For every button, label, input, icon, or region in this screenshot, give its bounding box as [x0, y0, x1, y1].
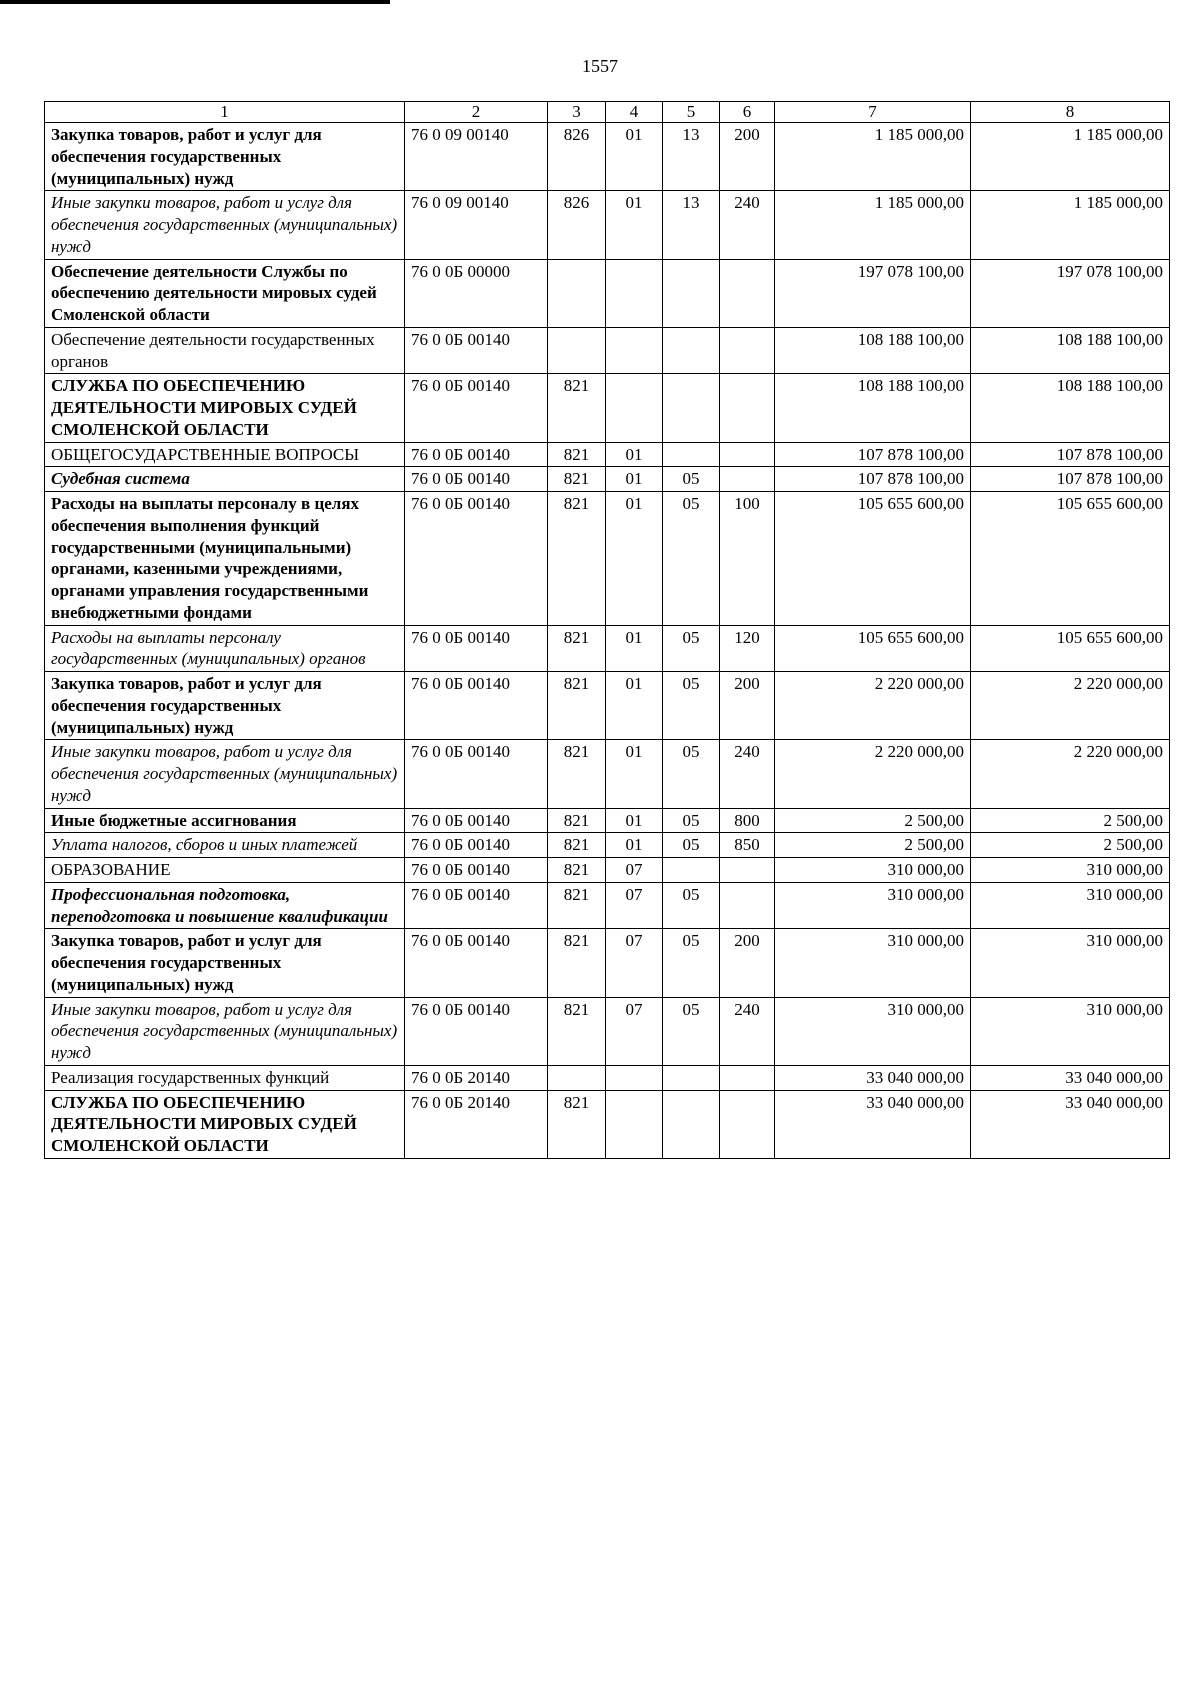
amount-cell: 310 000,00 [971, 997, 1170, 1065]
table-row [45, 467, 1170, 492]
target-code-cell: 76 0 0Б 00140 [405, 808, 548, 833]
item-name-cell: Обеспечение деятельности государственных органов [45, 327, 405, 374]
budget-table [44, 101, 1170, 1159]
amount-cell: 33 040 000,00 [775, 1065, 971, 1090]
expense-type-cell: 200 [720, 929, 775, 997]
column-number-row [45, 102, 1170, 123]
table-row [45, 259, 1170, 327]
subsection-code-cell: 13 [663, 123, 720, 191]
amount-cell: 33 040 000,00 [775, 1090, 971, 1158]
target-code-cell: 76 0 0Б 00140 [405, 882, 548, 929]
expense-type-cell: 120 [720, 625, 775, 672]
item-name-cell: СЛУЖБА ПО ОБЕСПЕЧЕНИЮ ДЕЯТЕЛЬНОСТИ МИРОВЫХ СУДЕЙ СМОЛЕНСКОЙ ОБЛАСТИ [45, 1090, 405, 1158]
column-number-header: 4 [606, 102, 663, 123]
amount-cell: 107 878 100,00 [971, 467, 1170, 492]
column-number-header: 7 [775, 102, 971, 123]
amount-cell: 105 655 600,00 [775, 625, 971, 672]
subsection-code-cell: 05 [663, 672, 720, 740]
department-code-cell: 821 [548, 833, 606, 858]
item-name-cell: Иные бюджетные ассигнования [45, 808, 405, 833]
amount-cell: 2 500,00 [971, 808, 1170, 833]
subsection-code-cell [663, 374, 720, 442]
item-name-cell: Иные закупки товаров, работ и услуг для обеспечения государственных (муниципальных) нужд [45, 997, 405, 1065]
section-code-cell: 01 [606, 740, 663, 808]
item-name-cell: Расходы на выплаты персоналу в целях обеспечения выполнения функций государственными (муниципальными) органами, казенными учреждениями, органами управления государственными внебюджетными фондами [45, 492, 405, 626]
subsection-code-cell: 05 [663, 467, 720, 492]
target-code-cell: 76 0 0Б 00140 [405, 625, 548, 672]
target-code-cell: 76 0 0Б 00140 [405, 997, 548, 1065]
table-row [45, 442, 1170, 467]
amount-cell: 2 220 000,00 [971, 672, 1170, 740]
section-code-cell: 01 [606, 833, 663, 858]
item-name-cell: Судебная система [45, 467, 405, 492]
amount-cell: 2 220 000,00 [775, 740, 971, 808]
table-row [45, 625, 1170, 672]
department-code-cell: 826 [548, 191, 606, 259]
item-name-cell: Иные закупки товаров, работ и услуг для обеспечения государственных (муниципальных) нужд [45, 740, 405, 808]
table-row [45, 492, 1170, 626]
section-code-cell: 01 [606, 442, 663, 467]
section-code-cell: 01 [606, 467, 663, 492]
item-name-cell: Реализация государственных функций [45, 1065, 405, 1090]
subsection-code-cell: 05 [663, 929, 720, 997]
section-code-cell: 07 [606, 997, 663, 1065]
amount-cell: 310 000,00 [775, 929, 971, 997]
department-code-cell: 821 [548, 882, 606, 929]
department-code-cell [548, 327, 606, 374]
amount-cell: 2 500,00 [775, 833, 971, 858]
column-number-header: 1 [45, 102, 405, 123]
section-code-cell [606, 259, 663, 327]
subsection-code-cell [663, 1065, 720, 1090]
subsection-code-cell [663, 327, 720, 374]
department-code-cell: 821 [548, 625, 606, 672]
section-code-cell [606, 1065, 663, 1090]
item-name-cell: Уплата налогов, сборов и иных платежей [45, 833, 405, 858]
amount-cell: 310 000,00 [971, 858, 1170, 883]
item-name-cell: СЛУЖБА ПО ОБЕСПЕЧЕНИЮ ДЕЯТЕЛЬНОСТИ МИРОВЫХ СУДЕЙ СМОЛЕНСКОЙ ОБЛАСТИ [45, 374, 405, 442]
table-row [45, 1065, 1170, 1090]
amount-cell: 310 000,00 [775, 858, 971, 883]
expense-type-cell [720, 259, 775, 327]
department-code-cell: 821 [548, 858, 606, 883]
table-row [45, 327, 1170, 374]
column-number-header: 5 [663, 102, 720, 123]
column-number-header: 8 [971, 102, 1170, 123]
department-code-cell: 821 [548, 1090, 606, 1158]
target-code-cell: 76 0 0Б 00140 [405, 740, 548, 808]
section-code-cell: 01 [606, 191, 663, 259]
subsection-code-cell: 05 [663, 492, 720, 626]
expense-type-cell [720, 374, 775, 442]
expense-type-cell: 800 [720, 808, 775, 833]
amount-cell: 310 000,00 [971, 929, 1170, 997]
amount-cell: 197 078 100,00 [775, 259, 971, 327]
table-row [45, 123, 1170, 191]
amount-cell: 2 220 000,00 [971, 740, 1170, 808]
column-number-header: 2 [405, 102, 548, 123]
expense-type-cell: 240 [720, 740, 775, 808]
amount-cell: 310 000,00 [775, 997, 971, 1065]
department-code-cell: 821 [548, 442, 606, 467]
expense-type-cell: 100 [720, 492, 775, 626]
table-row [45, 997, 1170, 1065]
section-code-cell: 07 [606, 858, 663, 883]
column-number-header: 6 [720, 102, 775, 123]
amount-cell: 1 185 000,00 [775, 123, 971, 191]
amount-cell: 107 878 100,00 [775, 467, 971, 492]
table-row [45, 740, 1170, 808]
amount-cell: 2 500,00 [971, 833, 1170, 858]
section-code-cell: 01 [606, 808, 663, 833]
item-name-cell: Расходы на выплаты персоналу государственных (муниципальных) органов [45, 625, 405, 672]
department-code-cell: 821 [548, 808, 606, 833]
subsection-code-cell: 05 [663, 833, 720, 858]
department-code-cell: 821 [548, 929, 606, 997]
table-row [45, 1090, 1170, 1158]
target-code-cell: 76 0 0Б 00140 [405, 374, 548, 442]
subsection-code-cell [663, 259, 720, 327]
subsection-code-cell: 05 [663, 740, 720, 808]
amount-cell: 2 220 000,00 [775, 672, 971, 740]
amount-cell: 310 000,00 [971, 882, 1170, 929]
amount-cell: 33 040 000,00 [971, 1065, 1170, 1090]
target-code-cell: 76 0 0Б 00140 [405, 858, 548, 883]
table-row [45, 858, 1170, 883]
item-name-cell: Иные закупки товаров, работ и услуг для обеспечения государственных (муниципальных) нужд [45, 191, 405, 259]
target-code-cell: 76 0 0Б 00140 [405, 929, 548, 997]
expense-type-cell [720, 858, 775, 883]
table-row [45, 929, 1170, 997]
expense-type-cell [720, 882, 775, 929]
subsection-code-cell: 13 [663, 191, 720, 259]
item-name-cell: Профессиональная подготовка, переподготовка и повышение квалификации [45, 882, 405, 929]
amount-cell: 107 878 100,00 [775, 442, 971, 467]
amount-cell: 1 185 000,00 [971, 123, 1170, 191]
amount-cell: 105 655 600,00 [775, 492, 971, 626]
department-code-cell: 826 [548, 123, 606, 191]
target-code-cell: 76 0 0Б 00140 [405, 442, 548, 467]
target-code-cell: 76 0 0Б 00140 [405, 327, 548, 374]
column-number-header: 3 [548, 102, 606, 123]
subsection-code-cell: 05 [663, 808, 720, 833]
target-code-cell: 76 0 0Б 00140 [405, 467, 548, 492]
expense-type-cell: 240 [720, 997, 775, 1065]
section-code-cell [606, 374, 663, 442]
amount-cell: 107 878 100,00 [971, 442, 1170, 467]
table-row [45, 833, 1170, 858]
table-row [45, 672, 1170, 740]
amount-cell: 108 188 100,00 [775, 374, 971, 442]
department-code-cell [548, 259, 606, 327]
amount-cell: 310 000,00 [775, 882, 971, 929]
department-code-cell [548, 1065, 606, 1090]
section-code-cell: 07 [606, 882, 663, 929]
amount-cell: 1 185 000,00 [775, 191, 971, 259]
amount-cell: 33 040 000,00 [971, 1090, 1170, 1158]
target-code-cell: 76 0 0Б 00140 [405, 833, 548, 858]
department-code-cell: 821 [548, 467, 606, 492]
amount-cell: 197 078 100,00 [971, 259, 1170, 327]
target-code-cell: 76 0 0Б 00140 [405, 492, 548, 626]
subsection-code-cell: 05 [663, 882, 720, 929]
target-code-cell: 76 0 09 00140 [405, 191, 548, 259]
subsection-code-cell: 05 [663, 997, 720, 1065]
subsection-code-cell [663, 1090, 720, 1158]
amount-cell: 108 188 100,00 [971, 374, 1170, 442]
amount-cell: 105 655 600,00 [971, 625, 1170, 672]
department-code-cell: 821 [548, 492, 606, 626]
expense-type-cell [720, 467, 775, 492]
department-code-cell: 821 [548, 740, 606, 808]
expense-type-cell [720, 442, 775, 467]
item-name-cell: ОБЩЕГОСУДАРСТВЕННЫЕ ВОПРОСЫ [45, 442, 405, 467]
expense-type-cell: 200 [720, 672, 775, 740]
item-name-cell: Закупка товаров, работ и услуг для обеспечения государственных (муниципальных) нужд [45, 929, 405, 997]
subsection-code-cell [663, 442, 720, 467]
amount-cell: 108 188 100,00 [775, 327, 971, 374]
section-code-cell: 01 [606, 123, 663, 191]
target-code-cell: 76 0 0Б 00000 [405, 259, 548, 327]
item-name-cell: Обеспечение деятельности Службы по обеспечению деятельности мировых судей Смоленской области [45, 259, 405, 327]
expense-type-cell: 240 [720, 191, 775, 259]
section-code-cell [606, 327, 663, 374]
expense-type-cell [720, 327, 775, 374]
subsection-code-cell [663, 858, 720, 883]
department-code-cell: 821 [548, 672, 606, 740]
section-code-cell: 07 [606, 929, 663, 997]
table-row [45, 808, 1170, 833]
target-code-cell: 76 0 0Б 20140 [405, 1090, 548, 1158]
target-code-cell: 76 0 0Б 20140 [405, 1065, 548, 1090]
page-number: 1557 [582, 56, 618, 76]
item-name-cell: Закупка товаров, работ и услуг для обеспечения государственных (муниципальных) нужд [45, 123, 405, 191]
table-row [45, 374, 1170, 442]
amount-cell: 1 185 000,00 [971, 191, 1170, 259]
department-code-cell: 821 [548, 374, 606, 442]
section-code-cell: 01 [606, 672, 663, 740]
section-code-cell: 01 [606, 492, 663, 626]
subsection-code-cell: 05 [663, 625, 720, 672]
target-code-cell: 76 0 0Б 00140 [405, 672, 548, 740]
department-code-cell: 821 [548, 997, 606, 1065]
expense-type-cell [720, 1065, 775, 1090]
table-row [45, 191, 1170, 259]
item-name-cell: ОБРАЗОВАНИЕ [45, 858, 405, 883]
section-code-cell [606, 1090, 663, 1158]
top-edge-bar [0, 0, 390, 4]
section-code-cell: 01 [606, 625, 663, 672]
amount-cell: 2 500,00 [775, 808, 971, 833]
item-name-cell: Закупка товаров, работ и услуг для обеспечения государственных (муниципальных) нужд [45, 672, 405, 740]
expense-type-cell: 850 [720, 833, 775, 858]
amount-cell: 108 188 100,00 [971, 327, 1170, 374]
target-code-cell: 76 0 09 00140 [405, 123, 548, 191]
amount-cell: 105 655 600,00 [971, 492, 1170, 626]
expense-type-cell [720, 1090, 775, 1158]
expense-type-cell: 200 [720, 123, 775, 191]
table-row [45, 882, 1170, 929]
